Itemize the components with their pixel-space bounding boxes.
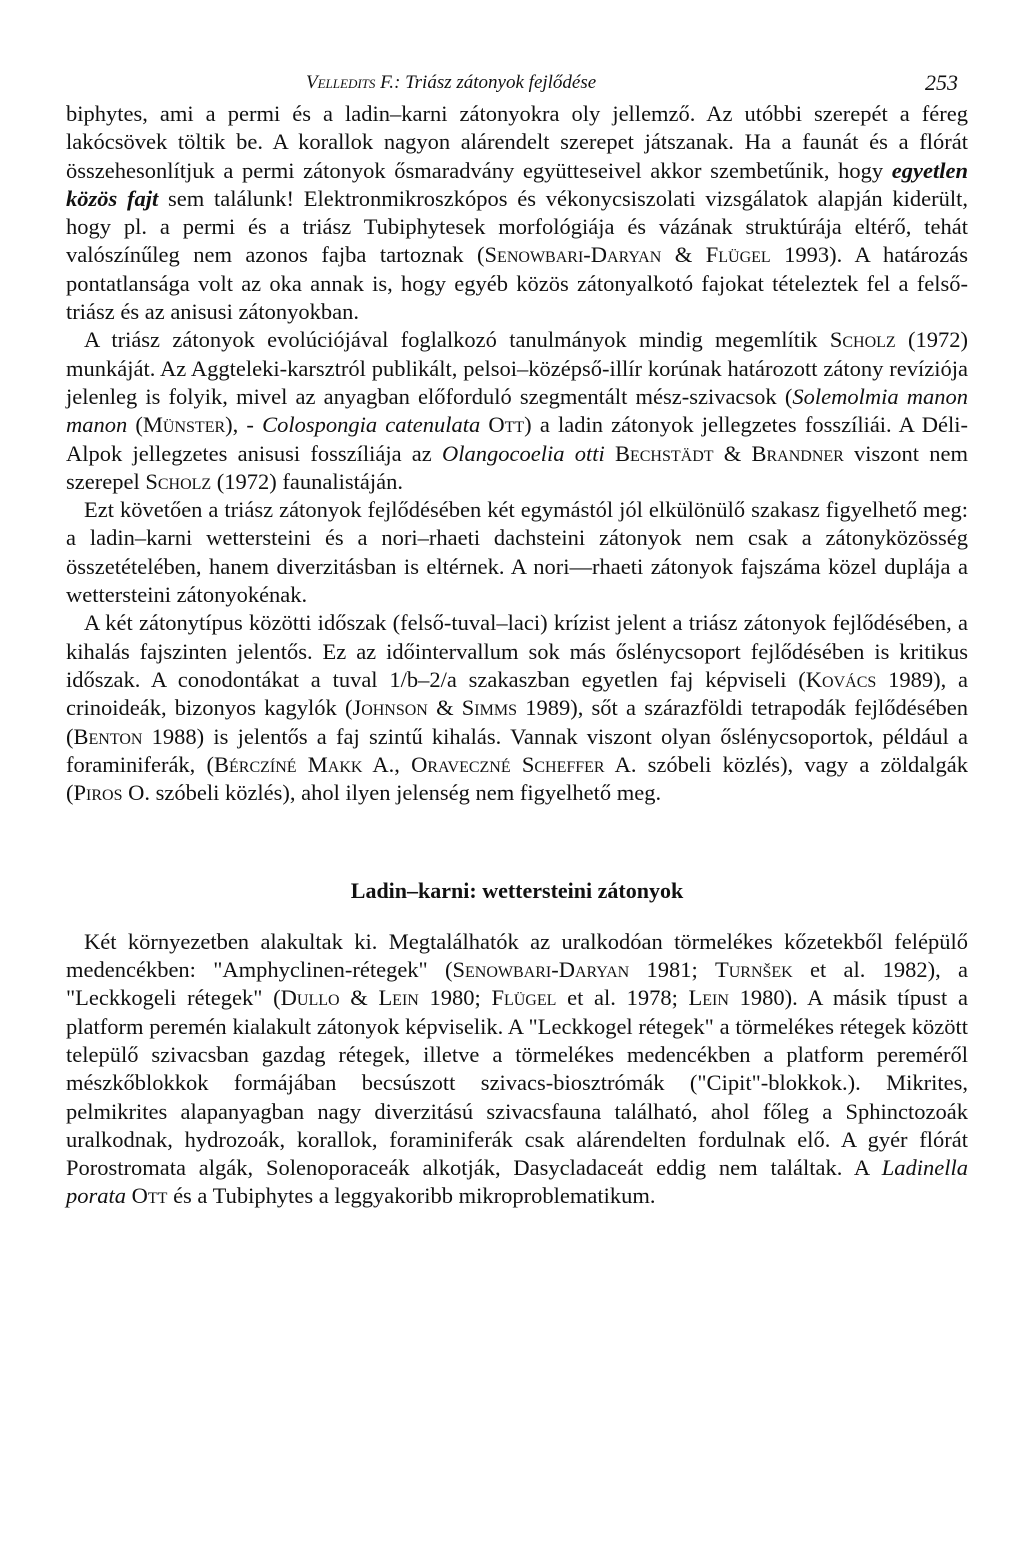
author-name: Piros	[73, 780, 123, 806]
text-run	[605, 441, 615, 466]
text-run: biphytes, ami a permi és a ladin–karni zátonyokra oly jellemző. Az utóbbi szerepét a féreg lakócsövek töltik be. A korallok nagyon alárendelt szerepet játszanak. Ha a faunát és a flórát összehesonlítjuk a permi zátonyok ősmaradvány együtteseivel akkor szembetűnik, hogy	[66, 101, 968, 183]
text-run: et al. 1978;	[556, 985, 689, 1011]
emphasis-text: Colospongia catenulata	[262, 412, 481, 438]
text-run: et al. 1982), a "Leckkogeli rétegek" (	[66, 957, 968, 1011]
author-name: Dullo	[280, 985, 340, 1011]
text-run: A triász zátonyok evolúciójával foglalkozó tanulmányok mindig megemlítik	[84, 327, 830, 353]
running-article-title: Triász zátonyok fejlődése	[405, 72, 597, 93]
author-name: Oraveczné Scheffer	[411, 751, 605, 777]
text-run: ), -	[225, 412, 263, 438]
text-run: 1993). A határozás pontatlansága volt az oka annak is, hogy egyéb közös zátonyalkotó fajokat tételeztek fel a felső-triász és az anisusi zátonyokban.	[66, 242, 968, 325]
author-name: Brandner	[751, 440, 844, 466]
page-number: 253	[925, 70, 958, 95]
author-name: Senowbari-Daryan	[452, 957, 630, 983]
section-paragraphs	[66, 928, 968, 1211]
paragraph	[66, 928, 968, 1211]
author-name: Turnšek	[714, 957, 793, 983]
text-run: 1981;	[629, 957, 715, 983]
author-name: Ott	[488, 412, 525, 438]
section-heading: Ladin–karni: wettersteini zátonyok	[350, 878, 684, 904]
document-page	[66, 60, 968, 1211]
running-title	[306, 72, 596, 94]
paragraph	[66, 609, 968, 807]
author-name: Flügel	[491, 985, 557, 1011]
text-run: &	[713, 440, 752, 466]
text-run: Ezt követően a triász zátonyok fejlődésében két egymástól jól elkülönülő szakasz figyelhető meg: a ladin–karni wettersteini és a nori–rhaeti dachsteini zátonyok nem csak a zátonyközösség összetételében, hanem diverzitásban is eltérnek. A nori—rhaeti zátonyok fajszáma közel duplája a wettersteini zátonyokénak.	[66, 497, 968, 608]
author-name: Simms	[461, 695, 517, 721]
running-header	[66, 60, 968, 100]
text-run: ) a ladin zátonyok jellegzetes fosszíliái. A Déli-Alpok jellegzetes anisusi fosszíliája az	[66, 412, 968, 466]
text-run: (1972) faunalistáján.	[211, 468, 403, 494]
text-run: 1989), sőt a szárazföldi tetrapodák fejlődésében (	[66, 695, 968, 749]
author-name: Senowbari-Daryan	[484, 242, 662, 268]
author-name: Scholz	[145, 468, 212, 494]
author-name: Benton	[73, 723, 143, 749]
running-colon: :	[394, 72, 406, 93]
author-name: Johnson	[352, 695, 428, 721]
author-name: Ott	[131, 1183, 168, 1209]
text-run: 1980;	[418, 985, 492, 1011]
text-run: &	[339, 985, 379, 1011]
text-run: 1980). A másik típust a platform peremén kialakult zátonyok képviselik. A "Leckkogel rétegek" a törmelékes rétegek között települő szivacsban gazdag rétegek, illetve a törmelékes medencékben a platform pereméről mészkőblokkok formájában becsúszott szivacs-biosztrómák ("Cipit"-blokkok.). Mikrites, pelmikrites alapanyagban nagy diverzitású szivacsfauna található, ahol főleg a Sphinctozoák uralkodnak, hydrozoák, korallok, foraminiferák csak alárendelten fordulnak elő. A gyér flórát Porostromata algák, Solenoporaceák alkotják, Dasycladaceát eddig nem találtak. A	[66, 985, 968, 1181]
text-run: Két környezetben alakultak ki. Megtalálhatók az uralkodóan törmelékes kőzetekből felépülő medencékben: "Amphyclinen-rétegek" (	[66, 928, 968, 983]
text-run: O. szóbeli közlés), ahol ilyen jelenség nem figyelhető meg.	[122, 780, 662, 806]
text-run: &	[661, 242, 706, 268]
author-name: Bérczíné Makk	[214, 751, 363, 777]
author-name: Lein	[378, 985, 419, 1011]
text-run: (1972) munkáját. Az Aggteleki-karsztról publikált, pelsoi–középső-illír korúnak határozott zátony revíziója jelenleg is folyik, mivel az anyagban előforduló szegmentált mész-szivacsok (	[66, 327, 968, 409]
author-name: Flügel	[705, 242, 771, 268]
author-name: Lein	[688, 985, 729, 1011]
text-run: 1989), a crinoideák, bizonyos kagylók (	[66, 666, 968, 721]
paragraph	[66, 326, 968, 496]
main-paragraphs	[66, 100, 968, 807]
text-run: viszont nem szerepel	[66, 440, 969, 494]
paragraph	[66, 496, 968, 609]
text-run: sem találunk! Elektronmikroszkópos és vékonycsiszolati vizsgálatok alapján kiderült, hogy pl. a permi és a triász Tubiphytesek morfológiája és vázának struktúrája eltérő, tehát valószínűleg nem azonos fajba tartoznak (	[66, 185, 968, 268]
author-name: Scholz	[829, 327, 896, 353]
emphasis-text: Solemolmia manon manon	[66, 383, 968, 438]
emphasis-text: Olangocoelia otti	[442, 440, 605, 466]
text-run: A. szóbeli közlés), vagy a zöldalgák (	[66, 751, 968, 806]
text-run: (	[127, 412, 143, 438]
emphasis-text: egyetlen közös fajt	[66, 157, 968, 211]
text-run: A.,	[362, 751, 412, 777]
emphasis-text: Ladinella porata	[66, 1155, 968, 1209]
paragraph	[66, 100, 968, 326]
author-name: Münster	[142, 412, 226, 438]
author-name: Bechstädt	[614, 440, 714, 466]
text-run: &	[427, 695, 462, 721]
text-run: 1988) is jelentős a faj szintű kihalás. Vannak viszont olyan őslénycsoportok, például a foraminiferák, (	[66, 723, 968, 777]
running-author: Velledits F.	[306, 72, 395, 93]
body-text	[66, 100, 968, 1211]
text-run: A két zátonytípus közötti időszak (felső-tuval–laci) krízist jelent a triász zátonyok fejlődésében, a kihalás fajszinten jelentős. Ez az időintervallum sok más őslénycsoport fejlődésében is kritikus időszak. A conodontákat a tuval 1/b–2/a szakaszban egyetlen faj képviseli (	[66, 610, 968, 692]
text-run: és a Tubiphytes a leggyakoribb mikroproblematikum.	[167, 1183, 656, 1209]
author-name: Kovács	[805, 666, 877, 692]
